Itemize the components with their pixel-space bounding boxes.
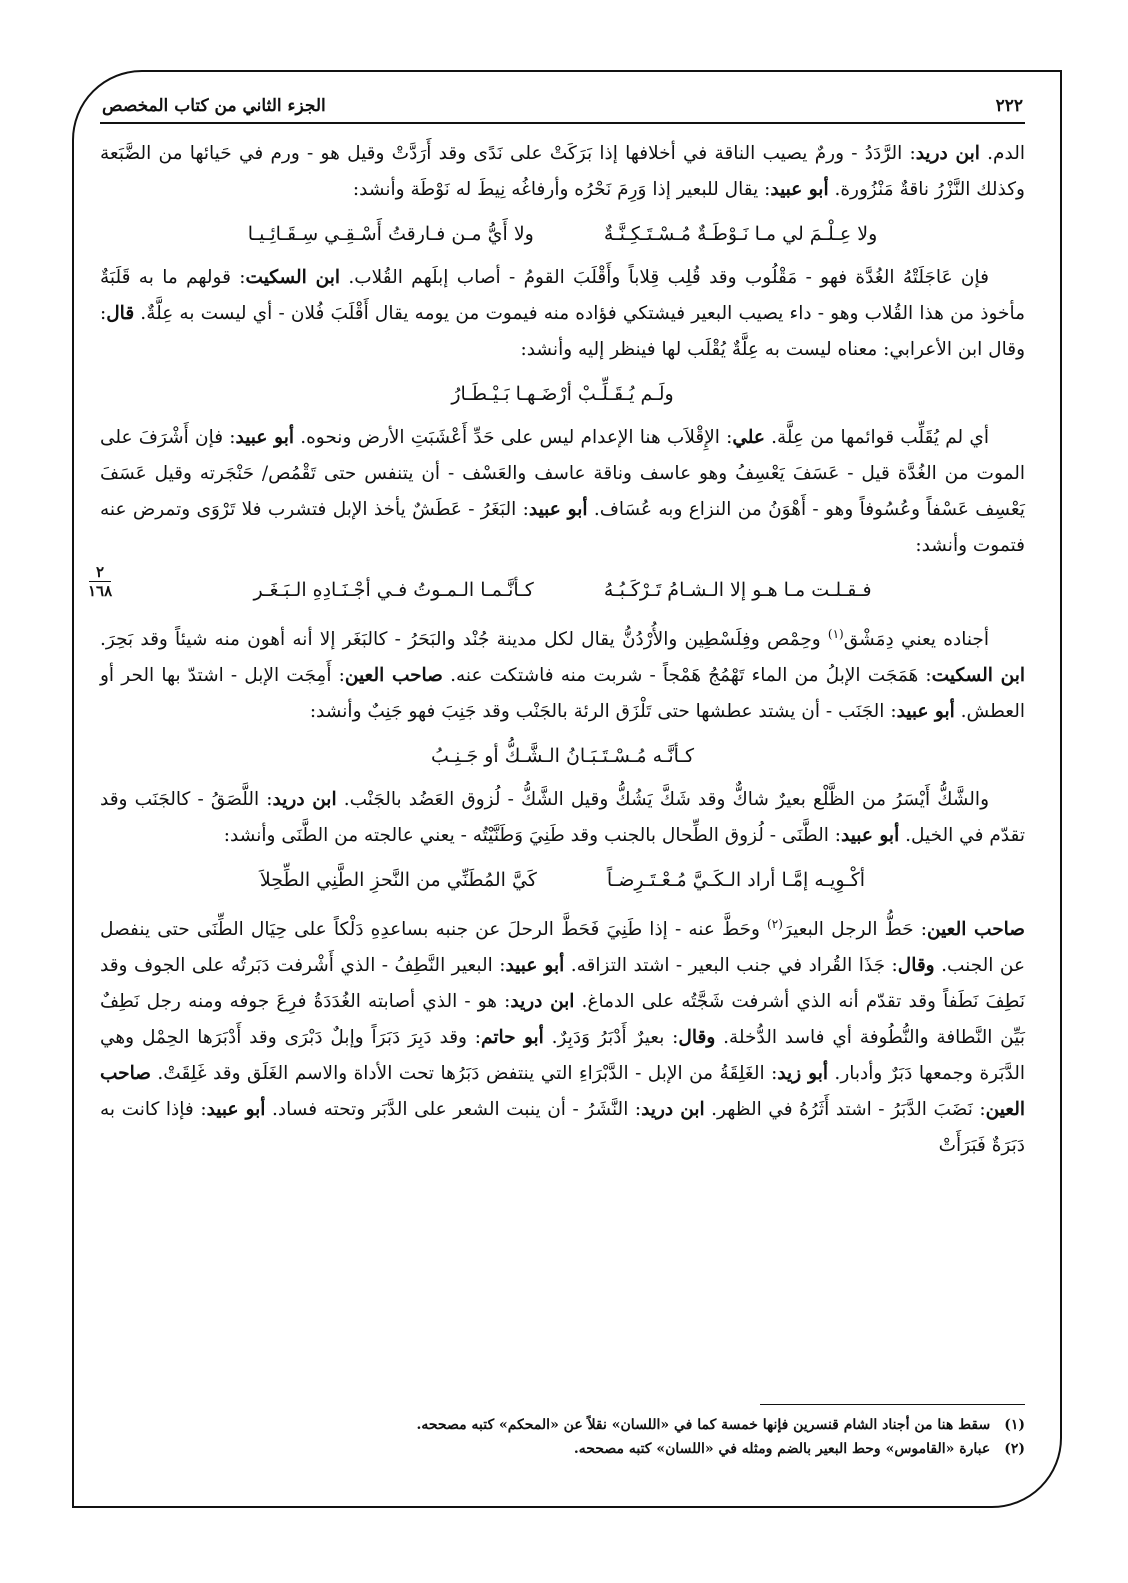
source-name: أبو عبيد: [841, 825, 900, 847]
verse-hemistich: ولا أَيُّ مـن فـارقتُ أَسْـقِـي سِـقَـائِـيـا: [247, 223, 534, 245]
source-name: ابن دريد: [915, 143, 980, 164]
footnotes: [100, 1413, 1025, 1461]
margin-reference: [88, 564, 112, 599]
text-run: : البعير النَّطِفُ - الذي أَشْرفت دَبَرتُه على الجوف وقد نَطِفَ نَطَفاً وقد تقدّم أنه الذي أشرفت شَجَّتُه على الدماغ.: [100, 955, 1025, 1013]
footnote-text: سقط هنا من أجناد الشام قنسرين فإنها خمسة كما في «اللسان» نقلاً عن «المحكم» كتبه مصححه.: [416, 1417, 991, 1433]
text-run: أي لم يُقَلِّب قوائمها من عِلَّة.: [764, 427, 989, 448]
verse-hemistich: كـأنَّـمـا الـمـوتُ فـي أجْـنَـادِهِ الـبَـغَـر: [253, 579, 534, 601]
verse-hemistich: فـقـلـت مـا هـو إلا الـشـامُ تَـرْكَـبُـهُ: [603, 579, 872, 601]
source-name: صاحب العين: [344, 665, 443, 687]
poetry-verse: [100, 730, 1025, 782]
footnote-separator: [760, 1404, 1025, 1405]
text-run: : الطَّنَى - لُزوق الطِّحال بالجنب وقد طَنِيَ وَطَنَّيْتُه - يعني عالجته من الطَّنَى وأنشد:: [223, 825, 842, 847]
footnote: [100, 1437, 1025, 1461]
source-name: قال: [106, 303, 135, 324]
source-name: وقال: [897, 955, 935, 977]
text-run: الدم.: [979, 143, 1025, 164]
text-paragraph: [100, 136, 1025, 208]
text-run: فإن عَاجَلَتْهُ الغُدَّة فهو - مَقْلُوب وقد قُلِب قِلاباً وأَقْلَبَ القومُ - أصاب إبلَهم القُلاب.: [340, 267, 990, 288]
source-name: أبو عبيد: [235, 427, 295, 448]
source-name: ابن دريد: [510, 991, 575, 1013]
text-run: : الإِقْلاَب هنا الإعدام ليس على حَدِّ أَعْشَبَتِ الأرض ونحوه.: [294, 427, 733, 448]
main-text: [100, 136, 1025, 1164]
poetry-verse: [100, 854, 1025, 906]
text-run: والشَّكُّ أَيْسَرُ من الظَّلْع بعيرٌ شاكٌّ وقد شَكَّ يَشُكُّ وقيل الشَّكُّ - لُزوق العَضُد بالجَنْب.: [336, 789, 990, 811]
footnote-number: (١): [1004, 1417, 1025, 1433]
source-name: أبو عبيد: [505, 955, 565, 977]
text-run: : نَضَبَ الدَّبَرُ - اشتد أَثَرُهُ في الظهر.: [704, 1099, 986, 1121]
text-run: : فإن أَشْرَفَ على الموت من الغُدَّة قيل - عَسَفَ يَعْسِفُ وهو عاسف وناقة عاسف والعَسْف - أن يتنفس حتى تَقْمُص/ حَنْجَرته وقيل عَسَفَ يَعْسِف عَسْفاً وعُسُوفاً وهو - أَهْوَنُ من النزاع وبه عُسَاف.: [100, 427, 1025, 520]
poetry-verse: [100, 564, 1025, 616]
document-page: [100, 76, 1025, 1496]
text-run: : أَمِجَت الإبل - اشتدّ بها الحر أو العطش.: [100, 665, 1025, 723]
text-run: : قولهم ما به قَلَبَةٌ مأخوذ من هذا القُلاب وهو - داء يصيب البعير فيشتكي فؤاده منه فيموت من يومه يقال أَقْلَبَ فُلان - أي ليست به عِلَّةٌ.: [100, 267, 1025, 324]
verse-hemistich: ولا عِـلْـمَ لي مـا نَـوْطَـةٌ مُـسْـتَـكِـنَّـةٌ: [603, 223, 878, 245]
source-name: ابن دريد: [272, 789, 337, 811]
source-name: أبو عبيد: [896, 701, 955, 723]
footnote-reference: (٢): [767, 917, 783, 932]
text-run: وحِمْص وفِلَسْطِين والأُرْدُنُّ يقال لكل مدينة جُنْد والبَحَرُ - كالبَغَر إلا أنه أهون منه شيئاً وقد بَحِرَ.: [100, 629, 828, 651]
text-run: أجناده يعني دِمَشْق: [843, 629, 989, 651]
source-name: صاحب العين: [100, 1063, 1025, 1121]
running-title: الجزء الثاني من كتاب المخصص: [102, 96, 326, 116]
source-name: أبو عبيد: [206, 1099, 266, 1121]
source-name: صاحب العين: [926, 919, 1025, 941]
footnote-number: (٢): [1004, 1441, 1025, 1457]
text-run: : هو - الذي أصابته الغُدَدَةُ فرِعَ جوفه ومنه رجل نَطِفٌ بَيِّن النَّطافة والنُّطُوفة أي فاسد الدُّخلة.: [100, 991, 1025, 1049]
text-run: : النَّشَرُ - أن ينبت الشعر على الدَّبَر وتحته فساد.: [265, 1099, 642, 1121]
text-run: : هَمَجَت الإبلُ من الماء تَهْمُجُ هَمْجاً - شربت منه فاشتكت عنه.: [442, 665, 932, 687]
text-run: : الجَنَب - أن يشتد عطشها حتى تَلْزَق الرئة بالجَنْب وقد جَنِبَ فهو جَنِبٌ وأنشد:: [309, 701, 897, 723]
source-name: ابن دريد: [641, 1099, 705, 1121]
text-run: : البَغَرُ - عَطَشٌ يأخذ الإبل فتشرب فلا تَرْوَى وتمرض عنه فتموت وأنشد:: [100, 499, 1025, 556]
verse-hemistich: أكْـوِيـه إمَّـا أراد الـكَـيَّ مُـعْـتَـرِضـاً: [606, 869, 866, 892]
verse-hemistich: كَيَّ المُطَنِّي من النَّحزِ الطَّنِي الطِّحِلاَ: [259, 869, 537, 892]
text-paragraph: [100, 616, 1025, 730]
text-run: وحَطَّ عنه - إذا طَنِيَ فَحَطَّ الرحلَ عن جنبه بساعدِهِ دَلْكاً على حِيَال الطِّنَى حتى ينفصل عن الجنب.: [100, 919, 1026, 977]
text-run: : وقال ابن الأعرابي: معناه ليست به عِلَّةٌ يُقْلَب لها فينظر إليه وأنشد:: [100, 303, 1025, 360]
text-run: : وقد دَبِرَ دَبَرَاً وإبلٌ دَبْرَى وقد أَدْبَرَها الحِمْل وهي الدَّبَرة وجمعها دَبَرٌ وأدبار.: [100, 1027, 1025, 1085]
text-run: : الرَّدَدُ - ورمٌ يصيب الناقة في أخلافها إذا بَرَكَتْ على نَدًى وقد أَرَدَّتْ وقيل هو - ورم في حَيائها من الضَّبَعة وكذلك النَّزْرُ ناقةٌ مَنْزُورة.: [100, 143, 1025, 200]
margin-reference-bottom: ١٦٨: [88, 582, 113, 600]
verse-hemistich: كـأنَّـه مُـسْـتَـبَـانُ الـشَّـكُّ أو جَـنِـبُ: [430, 745, 695, 768]
text-run: : بعيرٌ أَدْبَرُ وَدَبِرٌ.: [543, 1027, 679, 1049]
text-paragraph: [100, 782, 1025, 854]
text-run: : الغَلِقَةُ من الإبل - الدَّبْرَاءِ التي ينتفض دَبَرُها تحت الأداة والاسم الغَلَق وقد غَلِقَتْ.: [150, 1063, 778, 1085]
source-name: أبو عبيد: [770, 179, 829, 200]
verse-hemistich: ولَـم يُـقَـلِّـبْ أرْضَـهـا بَـيْـطَـارُ: [451, 383, 674, 405]
margin-reference-top: ٢: [96, 563, 105, 581]
source-name: وقال: [678, 1027, 716, 1049]
text-paragraph: [100, 906, 1025, 1164]
running-header: [100, 76, 1025, 124]
source-name: ابن السكيت: [245, 267, 341, 288]
footnote-reference: (١): [827, 627, 844, 641]
text-paragraph: [100, 420, 1025, 564]
poetry-verse: [100, 208, 1025, 260]
source-name: أبو حاتم: [481, 1027, 544, 1049]
source-name: أبو عبيد: [528, 499, 588, 520]
poetry-verse: [100, 368, 1025, 420]
source-name: ابن السكيت: [931, 665, 1026, 687]
source-name: أبو زيد: [777, 1063, 828, 1085]
text-run: : فإذا كانت به دَبَرَةٌ فَبَرَأَتْ: [100, 1099, 1025, 1157]
text-paragraph: [100, 260, 1025, 368]
page-number: ٢٢٢: [995, 96, 1023, 116]
footnote-text: عبارة «القاموس» وحط البعير بالضم ومثله في «اللسان» كتبه مصححه.: [573, 1441, 991, 1457]
text-run: : يقال للبعير إذا وَرِمَ نَحْرُه وأرفاغُه نِيطَ له نَوْطَة وأنشد:: [352, 179, 771, 200]
text-run: : اللَّصَقُ - كالجَنَب وقد تقدّم في الخيل.: [100, 789, 1025, 847]
footnote: [100, 1413, 1025, 1437]
text-run: : حَطُّ الرجل البعيرَ: [782, 919, 927, 941]
source-name: علي: [732, 427, 765, 448]
text-run: : جَذَا القُراد في جنب البعير - اشتد التزاقه.: [564, 955, 898, 977]
